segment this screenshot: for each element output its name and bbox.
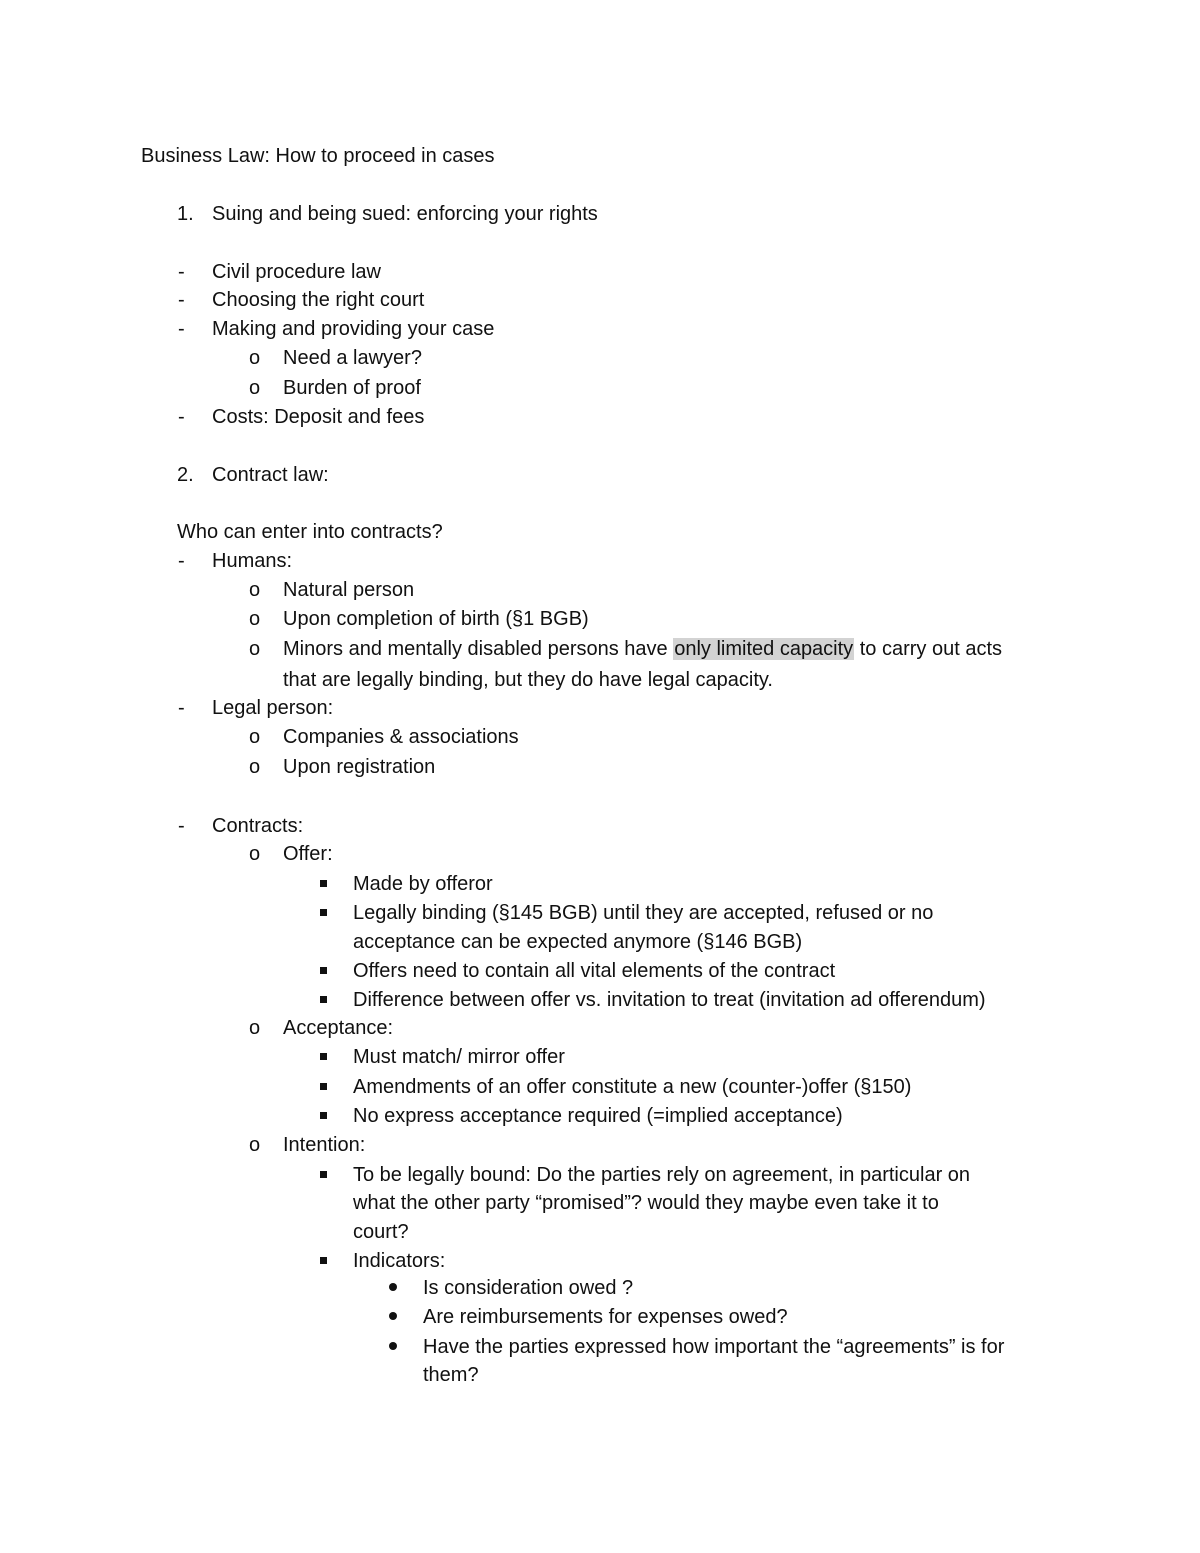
square-bullet [320,909,327,916]
sub-list-item: Upon completion of birth (§1 BGB) [283,608,589,630]
circle-marker: o [249,1134,261,1156]
section-number: 2. [177,464,194,486]
sub-list-item: Burden of proof [283,377,421,399]
circle-marker: o [249,638,261,660]
circle-marker: o [249,377,261,399]
dash-marker: - [178,550,185,572]
list-item: Making and providing your case [212,318,495,340]
sub-sub-list-item: Legally binding (§145 BGB) until they are accepted, refused or no [353,902,934,924]
list-item: Choosing the right court [212,289,425,311]
sub-sub-list-item: Offers need to contain all vital elements of the contract [353,960,836,982]
level4-list-item: Is consideration owed ? [423,1277,634,1299]
sub-list-item: Companies & associations [283,726,519,748]
dash-marker: - [178,261,185,283]
circle-marker: o [249,1017,261,1039]
sub-sub-list-item: No express acceptance required (=implied acceptance) [353,1105,843,1127]
dash-marker: - [178,289,185,311]
level4-list-item: Are reimbursements for expenses owed? [423,1306,788,1328]
square-bullet [320,1257,327,1264]
sub-sub-list-item-continuation: acceptance can be expected anymore (§146 BGB) [353,931,803,953]
list-item: Civil procedure law [212,261,381,283]
round-bullet [389,1283,397,1291]
list-item: Costs: Deposit and fees [212,406,425,428]
sub-sub-list-item: Made by offeror [353,873,493,895]
sub-sub-list-item: Amendments of an offer constitute a new (counter-)offer (§150) [353,1076,912,1098]
sub-sub-list-item-continuation: court? [353,1221,409,1243]
section-number: 1. [177,203,194,225]
square-bullet [320,1053,327,1060]
question-text: Who can enter into contracts? [177,521,443,543]
sub-sub-list-item-continuation: what the other party “promised”? would they maybe even take it to [353,1192,939,1214]
highlighted-text: only limited capacity [674,638,854,660]
level4-list-item-continuation: them? [423,1364,479,1386]
section-heading: Suing and being sued: enforcing your rights [212,203,598,225]
round-bullet [389,1342,397,1350]
text-run: to carry out acts [854,638,1003,660]
dash-marker: - [178,406,185,428]
round-bullet [389,1312,397,1320]
sub-sub-list-item: Difference between offer vs. invitation to treat (invitation ad offerendum) [353,989,986,1011]
list-item: Humans: [212,550,293,572]
document-title: Business Law: How to proceed in cases [141,145,495,167]
circle-marker: o [249,726,261,748]
text-run: Minors and mentally disabled persons have [283,638,674,660]
dash-marker: - [178,318,185,340]
circle-marker: o [249,843,261,865]
list-item: Legal person: [212,697,334,719]
level4-list-item: Have the parties expressed how important the “agreements” is for [423,1336,1005,1358]
sub-list-item: Offer: [283,843,333,865]
sub-list-item: Acceptance: [283,1017,394,1039]
circle-marker: o [249,608,261,630]
square-bullet [320,967,327,974]
circle-marker: o [249,347,261,369]
dash-marker: - [178,697,185,719]
sub-list-item: Intention: [283,1134,366,1156]
square-bullet [320,1112,327,1119]
square-bullet [320,880,327,887]
circle-marker: o [249,756,261,778]
sub-sub-list-item: Must match/ mirror offer [353,1046,565,1068]
dash-marker: - [178,815,185,837]
section-heading: Contract law: [212,464,329,486]
sub-list-item-continuation: that are legally binding, but they do have legal capacity. [283,669,773,691]
sub-list-item: Upon registration [283,756,436,778]
circle-marker: o [249,579,261,601]
sub-list-item: Need a lawyer? [283,347,422,369]
sub-list-item: Natural person [283,579,415,601]
square-bullet [320,1083,327,1090]
square-bullet [320,996,327,1003]
sub-list-item [283,637,1002,661]
square-bullet [320,1171,327,1178]
sub-sub-list-item: Indicators: [353,1250,446,1272]
list-item: Contracts: [212,815,304,837]
sub-sub-list-item: To be legally bound: Do the parties rely on agreement, in particular on [353,1164,971,1186]
